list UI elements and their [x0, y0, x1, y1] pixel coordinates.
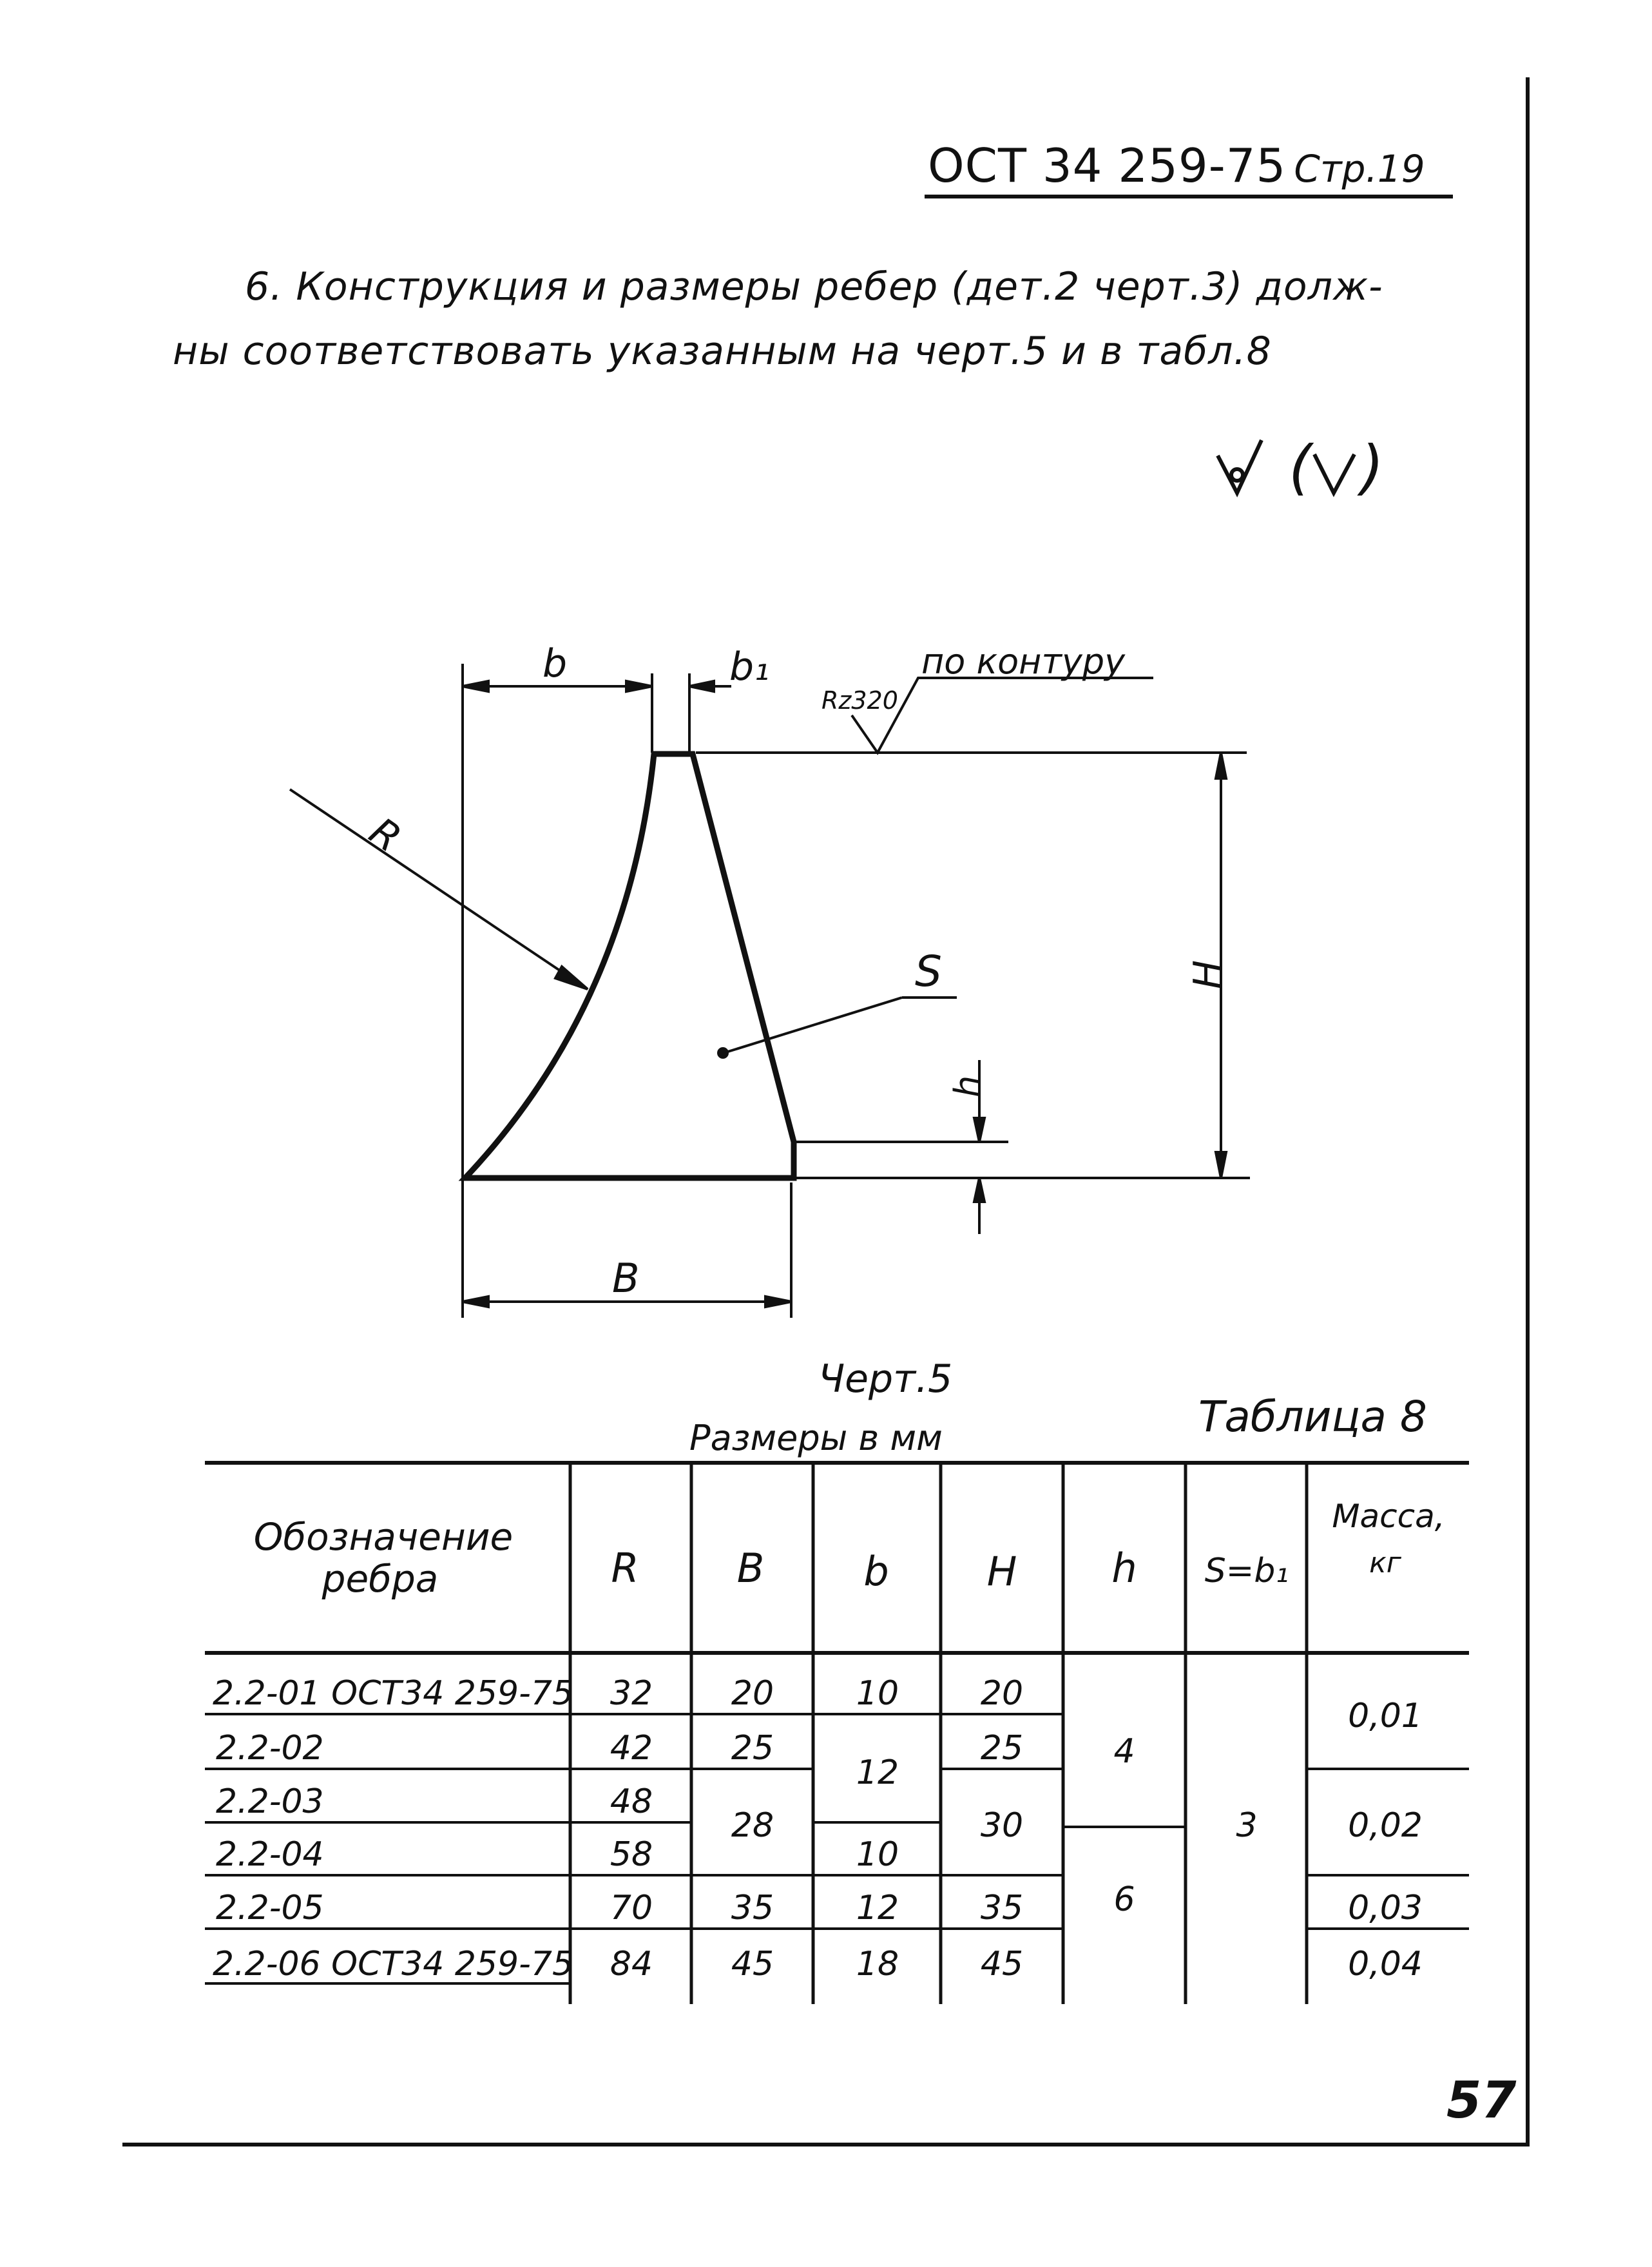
roughness-value: Rz320: [821, 686, 898, 715]
r-cell: 58: [610, 1835, 653, 1874]
mass-cell: 0,01: [1348, 1697, 1423, 1735]
header-s: S=b₁: [1204, 1552, 1289, 1590]
b-upper-cell: 20: [731, 1674, 774, 1713]
b-cell: 18: [856, 1945, 899, 1983]
designation-cell: 2.2-01 ОСТ34 259-75: [213, 1674, 574, 1713]
standard-code: ОСТ 34 259-75: [928, 139, 1287, 193]
designation-cell: 2.2-04: [216, 1835, 324, 1874]
designation-cell: 2.2-03: [216, 1782, 324, 1821]
h-cell: 4: [1113, 1732, 1135, 1771]
header-r: R: [611, 1545, 639, 1592]
label-h-upper: H: [1186, 960, 1231, 989]
label-b1: b₁: [729, 644, 770, 690]
mass-cell: 0,04: [1348, 1945, 1423, 1983]
header-h-upper: H: [986, 1548, 1017, 1595]
roughness-bracket-close: ): [1361, 433, 1384, 502]
b-upper-cell: 25: [731, 1729, 774, 1768]
h-upper-cell: 35: [980, 1889, 1024, 1927]
b-cell: 10: [856, 1674, 899, 1713]
paragraph-line-2: ны соответствовать указанным на черт.5 и в табл.8: [173, 329, 1272, 374]
figure-caption: Черт.5: [818, 1356, 953, 1402]
units-caption: Размеры в мм: [689, 1418, 943, 1458]
table-title: Таблица 8: [1198, 1392, 1427, 1442]
paragraph-line-1: 6. Конструкция и размеры ребер (дет.2 черт.3) долж-: [245, 264, 1383, 309]
header-mass-line1: Масса,: [1332, 1498, 1445, 1535]
roughness-note: по контуру: [921, 641, 1126, 682]
h-cell: 6: [1113, 1880, 1135, 1919]
mass-cell: 0,03: [1348, 1889, 1423, 1927]
b-cell: 12: [856, 1889, 899, 1927]
label-b-upper: B: [612, 1255, 640, 1302]
designation-cell: 2.2-06 ОСТ34 259-75: [213, 1945, 574, 1983]
s-cell: 3: [1236, 1806, 1258, 1845]
label-b: b: [543, 641, 568, 686]
r-cell: 48: [610, 1782, 653, 1821]
header-designation-line1: Обозначение: [253, 1515, 514, 1559]
b-cell: 12: [856, 1753, 899, 1792]
b-cell: 10: [856, 1835, 899, 1874]
b-upper-cell: 28: [731, 1806, 774, 1845]
r-cell: 70: [610, 1889, 653, 1927]
label-r: R: [361, 809, 409, 862]
b-upper-cell: 45: [731, 1945, 774, 1983]
page-reference: Стр.19: [1294, 147, 1425, 191]
header-b-upper: B: [736, 1545, 765, 1592]
page-number: 57: [1446, 2072, 1517, 2130]
label-s: S: [915, 947, 942, 996]
header-designation-line2: ребра: [322, 1557, 439, 1601]
h-upper-cell: 25: [980, 1729, 1024, 1768]
b-upper-cell: 35: [731, 1889, 774, 1927]
r-cell: 42: [610, 1729, 653, 1768]
r-cell: 32: [610, 1674, 653, 1713]
header-b: b: [863, 1548, 889, 1595]
h-upper-cell: 45: [980, 1945, 1024, 1983]
header-h: h: [1111, 1545, 1137, 1592]
designation-cell: 2.2-02: [216, 1729, 324, 1768]
h-upper-cell: 30: [980, 1806, 1024, 1845]
roughness-bracket-open: (: [1289, 433, 1312, 502]
label-h-lower: h: [947, 1075, 988, 1097]
r-cell: 84: [610, 1945, 653, 1983]
h-upper-cell: 20: [980, 1674, 1024, 1713]
designation-cell: 2.2-05: [216, 1889, 324, 1927]
mass-cell: 0,02: [1348, 1806, 1423, 1845]
header-mass-line2: кг: [1369, 1547, 1401, 1579]
